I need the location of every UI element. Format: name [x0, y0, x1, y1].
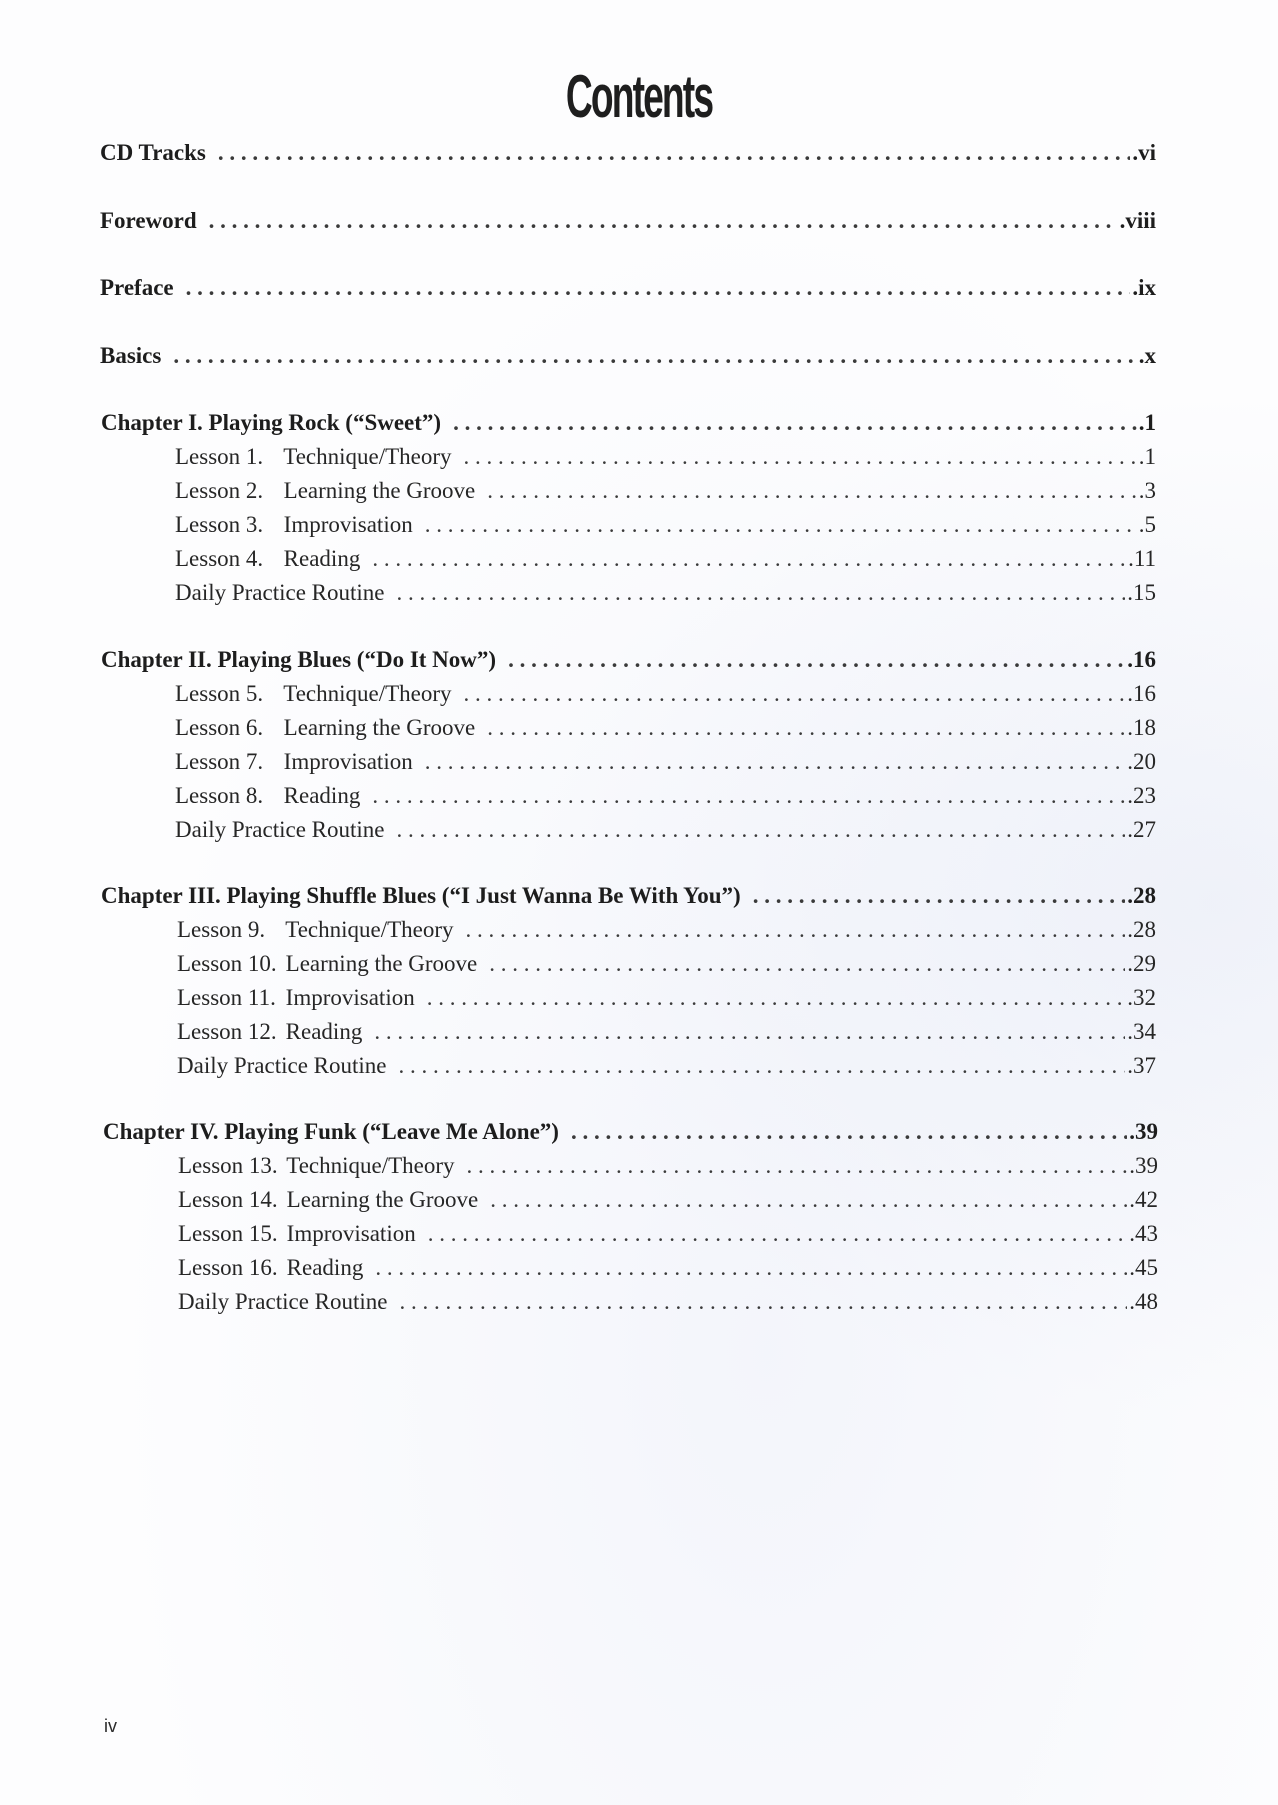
lesson-prefix: Lesson: [175, 749, 241, 774]
toc-page-number: .27: [1127, 817, 1156, 842]
toc-daily-practice-1[interactable]: [175, 577, 1156, 609]
toc-lesson-16[interactable]: [178, 1252, 1158, 1284]
toc-chapter-label: Chapter II. Playing Blues (“Do It Now”): [101, 647, 497, 672]
toc-page-number: .vi: [1132, 140, 1156, 165]
toc-lesson-2[interactable]: [175, 475, 1156, 507]
lesson-prefix: Lesson: [177, 917, 243, 942]
lesson-title: Learning the Groove: [286, 1187, 479, 1212]
toc-page-number: .16: [1127, 681, 1156, 706]
toc-lesson-5[interactable]: [175, 678, 1156, 710]
lesson-number: 2.: [245, 478, 264, 503]
toc-daily-practice-2[interactable]: [175, 814, 1156, 846]
toc-lesson-7[interactable]: [175, 746, 1156, 778]
lesson-title: Improvisation: [283, 512, 413, 537]
lesson-title: Technique/Theory: [285, 917, 454, 942]
dot-leader: [186, 272, 1131, 304]
toc-page-number: .32: [1127, 985, 1156, 1010]
lesson-number: 16.: [248, 1255, 278, 1280]
lesson-number: 15.: [248, 1221, 278, 1246]
lesson-title: Learning the Groove: [283, 715, 476, 740]
toc-lesson-3[interactable]: [175, 509, 1156, 541]
lesson-title: Improvisation: [283, 749, 413, 774]
lesson-title: Reading: [285, 1019, 363, 1044]
toc-page-number: .x: [1138, 343, 1156, 368]
lesson-prefix: Lesson: [175, 783, 241, 808]
lesson-number: 1.: [245, 444, 264, 469]
dot-leader: [399, 1050, 1126, 1082]
lesson-title: Learning the Groove: [283, 478, 476, 503]
lesson-title: Technique/Theory: [286, 1153, 455, 1178]
dot-leader: [397, 577, 1126, 609]
lesson-title: Reading: [283, 783, 361, 808]
dot-leader: [490, 1184, 1127, 1216]
toc-page-number: .18: [1127, 715, 1156, 740]
toc-entry-label: Preface: [100, 275, 174, 300]
toc-entry-preface[interactable]: [100, 272, 1156, 304]
dot-leader: [375, 1252, 1127, 1284]
toc-lesson-11[interactable]: [177, 982, 1156, 1014]
lesson-prefix: Lesson: [178, 1187, 244, 1212]
toc-lesson-1[interactable]: [175, 441, 1156, 473]
toc-entry-label: Daily Practice Routine: [175, 817, 385, 842]
toc-chapter-1[interactable]: [101, 407, 1156, 439]
dot-leader: [372, 780, 1125, 812]
lesson-prefix: Lesson: [175, 444, 241, 469]
toc-page-number: .1: [1138, 410, 1156, 435]
toc-daily-practice-4[interactable]: [178, 1286, 1158, 1318]
lesson-prefix: Lesson: [177, 1019, 243, 1044]
dot-leader: [487, 475, 1136, 507]
toc-chapter-label: Chapter IV. Playing Funk (“Leave Me Alone”): [103, 1119, 559, 1144]
toc-page-number: .37: [1127, 1053, 1156, 1078]
toc-page-number: .viii: [1119, 208, 1156, 233]
lesson-prefix: Lesson: [177, 985, 243, 1010]
lesson-number: 7.: [245, 749, 264, 774]
dot-leader: [173, 340, 1136, 372]
dot-leader: [571, 1116, 1127, 1148]
toc-page-number: .48: [1129, 1289, 1158, 1314]
lesson-prefix: Lesson: [178, 1255, 244, 1280]
page-title: Contents: [565, 63, 713, 130]
dot-leader: [487, 712, 1125, 744]
toc-lesson-12[interactable]: [177, 1016, 1156, 1048]
toc-entry-label: Daily Practice Routine: [178, 1289, 388, 1314]
toc-lesson-6[interactable]: [175, 712, 1156, 744]
lesson-number: 3.: [245, 512, 264, 537]
lesson-number: 12.: [247, 1019, 277, 1044]
toc-page-number: .28: [1127, 883, 1156, 908]
dot-leader: [218, 137, 1131, 169]
toc-lesson-15[interactable]: [178, 1218, 1158, 1250]
dot-leader: [467, 1150, 1128, 1182]
dot-leader: [464, 678, 1126, 710]
toc-page-number: .23: [1127, 783, 1156, 808]
lesson-number: 13.: [248, 1153, 278, 1178]
toc-lesson-9[interactable]: [177, 914, 1156, 946]
toc-page-number: .3: [1138, 478, 1156, 503]
dot-leader: [372, 543, 1126, 575]
dot-leader: [209, 205, 1118, 237]
page-folio: iv: [104, 1716, 117, 1736]
dot-leader: [428, 1218, 1128, 1250]
lesson-title: Technique/Theory: [283, 444, 452, 469]
toc-chapter-2[interactable]: [101, 644, 1156, 676]
toc-page-number: .45: [1129, 1255, 1158, 1280]
toc-lesson-13[interactable]: [178, 1150, 1158, 1182]
lesson-number: 4.: [245, 546, 264, 571]
toc-page-number: .1: [1138, 444, 1156, 469]
toc-page-number: .39: [1129, 1119, 1158, 1144]
toc-entry-foreword[interactable]: [100, 205, 1156, 237]
lesson-title: Improvisation: [286, 1221, 416, 1246]
dot-leader: [508, 644, 1125, 676]
toc-entry-label: Foreword: [100, 208, 197, 233]
toc-page-number: .ix: [1132, 275, 1156, 300]
toc-chapter-4[interactable]: [103, 1116, 1158, 1148]
dot-leader: [453, 407, 1137, 439]
toc-entry-label: CD Tracks: [100, 140, 206, 165]
dot-leader: [427, 982, 1126, 1014]
lesson-number: 14.: [248, 1187, 278, 1212]
dot-leader: [400, 1286, 1128, 1318]
toc-page-number: .11: [1128, 546, 1156, 571]
dot-leader: [464, 441, 1137, 473]
toc-lesson-14[interactable]: [178, 1184, 1158, 1216]
lesson-title: Technique/Theory: [283, 681, 452, 706]
lesson-prefix: Lesson: [175, 715, 241, 740]
lesson-prefix: Lesson: [175, 478, 241, 503]
toc-entry-label: Daily Practice Routine: [175, 580, 385, 605]
lesson-title: Reading: [286, 1255, 364, 1280]
dot-leader: [753, 880, 1126, 912]
toc-page-number: .16: [1127, 647, 1156, 672]
lesson-prefix: Lesson: [178, 1153, 244, 1178]
dot-leader: [489, 948, 1125, 980]
lesson-prefix: Lesson: [177, 951, 243, 976]
toc-page-number: .20: [1127, 749, 1156, 774]
toc-entry-label: Daily Practice Routine: [177, 1053, 387, 1078]
dot-leader: [425, 746, 1126, 778]
toc-lesson-8[interactable]: [175, 780, 1156, 812]
lesson-title: Improvisation: [285, 985, 415, 1010]
toc-page-number: .34: [1127, 1019, 1156, 1044]
lesson-number: 11.: [247, 985, 276, 1010]
toc-entry-basics[interactable]: [100, 340, 1156, 372]
lesson-number: 6.: [245, 715, 264, 740]
toc-page-number: .15: [1127, 580, 1156, 605]
lesson-number: 10.: [247, 951, 277, 976]
toc-lesson-4[interactable]: [175, 543, 1156, 575]
dot-leader: [425, 509, 1137, 541]
toc-page-number: .42: [1129, 1187, 1158, 1212]
dot-leader: [397, 814, 1126, 846]
lesson-prefix: Lesson: [178, 1221, 244, 1246]
toc-chapter-label: Chapter III. Playing Shuffle Blues (“I Just Wanna Be With You”): [101, 883, 741, 908]
toc-page-number: .5: [1138, 512, 1156, 537]
dot-leader: [466, 914, 1126, 946]
toc-chapter-label: Chapter I. Playing Rock (“Sweet”): [101, 410, 442, 435]
toc-entry-cd-tracks[interactable]: [100, 137, 1156, 169]
toc-daily-practice-3[interactable]: [177, 1050, 1156, 1082]
lesson-number: 8.: [245, 783, 264, 808]
lesson-prefix: Lesson: [175, 681, 241, 706]
lesson-number: 5.: [245, 681, 264, 706]
toc-page-number: .43: [1129, 1221, 1158, 1246]
toc-entry-label: Basics: [100, 343, 162, 368]
lesson-number: 9.: [247, 917, 266, 942]
lesson-prefix: Lesson: [175, 546, 241, 571]
dot-leader: [374, 1016, 1125, 1048]
toc-page-number: .39: [1129, 1153, 1158, 1178]
toc-chapter-3[interactable]: [101, 880, 1156, 912]
toc-page-number: .28: [1127, 917, 1156, 942]
lesson-title: Reading: [283, 546, 361, 571]
toc-page-number: .29: [1127, 951, 1156, 976]
toc-lesson-10[interactable]: [177, 948, 1156, 980]
lesson-prefix: Lesson: [175, 512, 241, 537]
lesson-title: Learning the Groove: [285, 951, 478, 976]
